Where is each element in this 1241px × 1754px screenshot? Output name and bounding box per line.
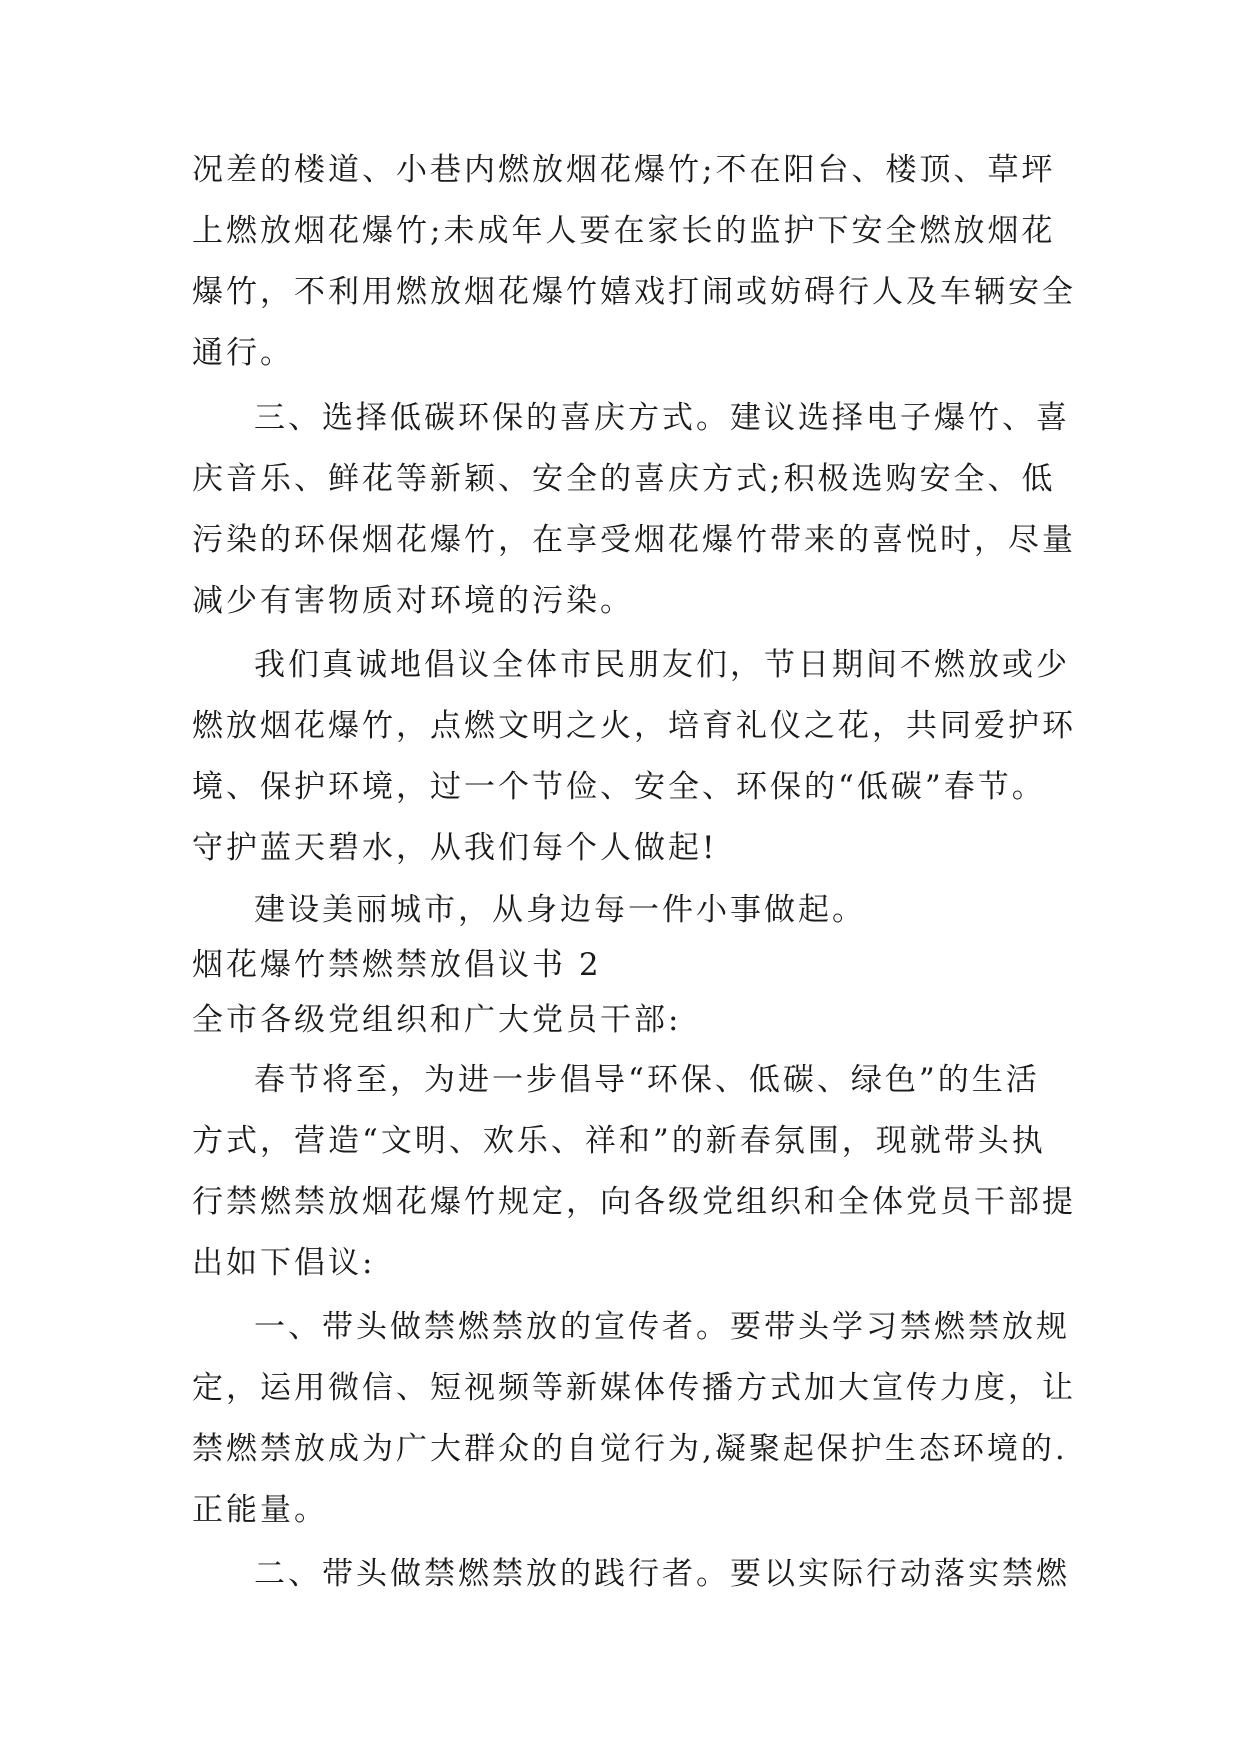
- text-line: 减少有害物质对环境的污染。: [192, 583, 634, 619]
- text-line: 正能量。: [192, 1492, 328, 1528]
- text-line: 一、带头做禁燃禁放的宣传者。要带头学习禁燃禁放规: [254, 1309, 1070, 1345]
- text-line: 方式，营造“文明、欢乐、祥和”的新春氛围，现就带头执: [192, 1123, 1046, 1159]
- text-line: 爆竹，不利用燃放烟花爆竹嬉戏打闹或妨碍行人及车辆安全: [192, 274, 1076, 310]
- text-line: 庆音乐、鲜花等新颖、安全的喜庆方式;积极选购安全、低: [192, 461, 1056, 497]
- text-line: 禁燃禁放成为广大群众的自觉行为,凝聚起保护生态环境的.: [192, 1431, 1068, 1467]
- text-line: 我们真诚地倡议全体市民朋友们，节日期间不燃放或少: [254, 647, 1070, 683]
- text-line: 二、带头做禁燃禁放的践行者。要以实际行动落实禁燃: [254, 1556, 1070, 1592]
- section-title: 烟花爆竹禁燃禁放倡议书 2: [192, 947, 602, 983]
- text-line: 守护蓝天碧水，从我们每个人做起!: [192, 830, 718, 866]
- text-line: 定，运用微信、短视频等新媒体传播方式加大宣传力度，让: [192, 1370, 1076, 1406]
- text-line: 燃放烟花爆竹，点燃文明之火，培育礼仪之花，共同爱护环: [192, 708, 1076, 744]
- salutation: 全市各级党组织和广大党员干部:: [192, 1002, 682, 1038]
- text-line: 出如下倡议:: [192, 1245, 376, 1281]
- text-line: 春节将至，为进一步倡导“环保、低碳、绿色”的生活: [254, 1062, 1040, 1098]
- text-line: 通行。: [192, 335, 294, 371]
- text-line: 境、保护环境，过一个节俭、安全、环保的“低碳”春节。: [192, 769, 1046, 805]
- text-line: 上燃放烟花爆竹;未成年人要在家长的监护下安全燃放烟花: [192, 213, 1056, 249]
- text-line: 污染的环保烟花爆竹，在享受烟花爆竹带来的喜悦时，尽量: [192, 522, 1076, 558]
- text-line: 行禁燃禁放烟花爆竹规定，向各级党组织和全体党员干部提: [192, 1184, 1076, 1220]
- text-line: 建设美丽城市，从身边每一件小事做起。: [254, 892, 866, 928]
- text-line: 况差的楼道、小巷内燃放烟花爆竹;不在阳台、楼顶、草坪: [192, 152, 1056, 188]
- text-line: 三、选择低碳环保的喜庆方式。建议选择电子爆竹、喜: [254, 400, 1070, 436]
